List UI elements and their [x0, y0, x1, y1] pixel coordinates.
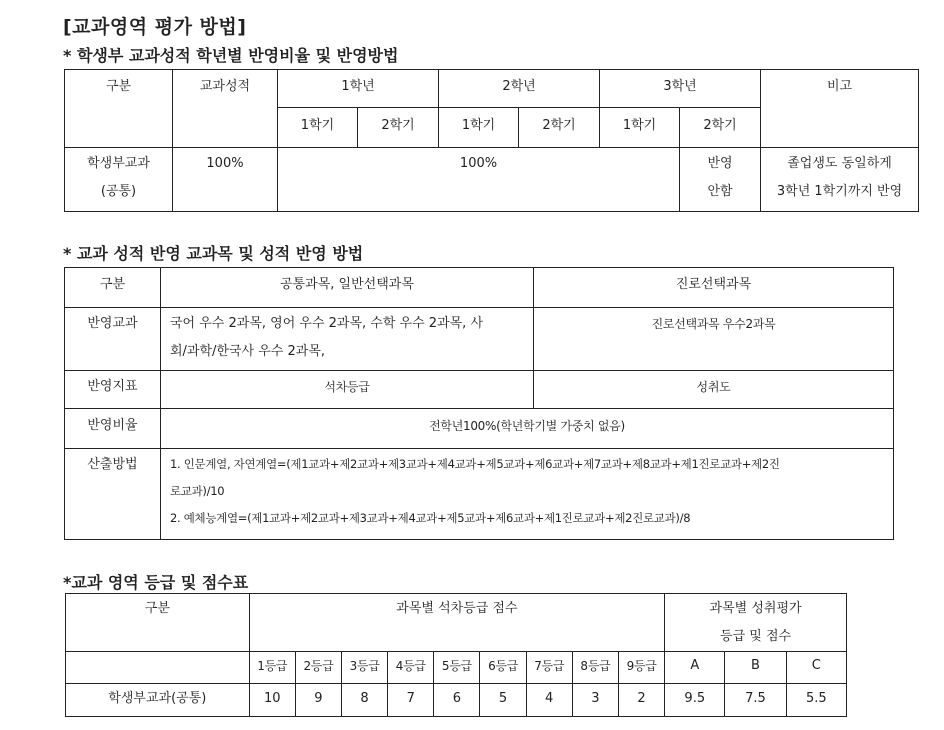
section3-title: *교과 영역 등급 및 점수표 — [63, 573, 249, 592]
subjects-common-line: 국어 우수 2과목, 영어 우수 2과목, 수학 우수 2과목, 사 — [170, 316, 484, 331]
subjects-common-line: 회/과학/한국사 우수 2과목, — [170, 344, 326, 359]
header-gubun: 구분 — [66, 594, 250, 652]
indicator-career: 성취도 — [534, 371, 894, 409]
header-rank: 과목별 석차등급 점수 — [249, 594, 664, 652]
grade-header: 4등급 — [388, 652, 434, 684]
row-excluded-line: 반영 — [707, 156, 733, 171]
grade-header: 8등급 — [572, 652, 618, 684]
achieve-score: 9.5 — [665, 684, 725, 717]
grade-score: 8 — [341, 684, 387, 717]
achieve-header: B — [725, 652, 786, 684]
calc-label: 산출방법 — [65, 449, 161, 540]
grade-header: 2등급 — [295, 652, 341, 684]
row-label-line: 학생부교과 — [87, 156, 150, 171]
calc-line: 1. 인문계열, 자연계열=(제1교과+제2교과+제3교과+제4교과+제5교과+제6교과+제7교과+제8교과+제1진로교과+제2진 — [170, 457, 780, 471]
header-grade2: 2학년 — [439, 70, 600, 108]
header-semester: 2학기 — [519, 108, 600, 148]
ratio-value: 전학년100%(학년학기별 가중치 없음) — [161, 409, 894, 449]
grade-header: 1등급 — [249, 652, 295, 684]
subject-method-table — [64, 267, 894, 540]
subjects-label: 반영교과 — [65, 308, 161, 371]
grade-score-table — [65, 593, 847, 717]
subjects-common — [161, 308, 534, 371]
header-gubun: 구분 — [65, 70, 173, 148]
calc-line: 2. 예체능계열=(제1교과+제2교과+제3교과+제4교과+제5교과+제6교과+제1진로교과+제2진로교과)/8 — [170, 511, 691, 525]
section1-title: * 학생부 교과성적 학년별 반영비율 및 반영방법 — [63, 46, 399, 65]
row-label: 학생부교과(공통) — [66, 684, 250, 717]
row-ratio: 100% — [278, 148, 680, 212]
row-note-line: 3학년 1학기까지 반영 — [776, 184, 903, 199]
grade-score: 5 — [480, 684, 526, 717]
header-semester: 1학기 — [439, 108, 519, 148]
grade-header: 3등급 — [341, 652, 387, 684]
row-score: 100% — [173, 148, 278, 212]
row-label — [65, 148, 173, 212]
row-excluded-line: 안함 — [707, 184, 733, 199]
header-gubun: 구분 — [65, 268, 161, 308]
header-semester: 1학기 — [600, 108, 680, 148]
header-semester: 1학기 — [278, 108, 358, 148]
grade-header: 6등급 — [480, 652, 526, 684]
calc-method — [161, 449, 894, 540]
achieve-score: 5.5 — [786, 684, 846, 717]
achieve-header: C — [786, 652, 846, 684]
row-note — [761, 148, 919, 212]
row-note-line: 졸업생도 동일하게 — [787, 156, 892, 171]
subjects-career: 진로선택과목 우수2과목 — [534, 308, 894, 371]
indicator-label: 반영지표 — [65, 371, 161, 409]
row-label-line: (공통) — [100, 184, 137, 199]
grade-score: 7 — [388, 684, 434, 717]
header-career: 진로선택과목 — [534, 268, 894, 308]
header-empty — [66, 652, 250, 684]
row-excluded — [680, 148, 761, 212]
grade-header: 9등급 — [618, 652, 664, 684]
grade-score: 4 — [526, 684, 572, 717]
grade-score: 6 — [434, 684, 480, 717]
calc-line: 로교과)/10 — [170, 484, 225, 498]
header-grade3: 3학년 — [600, 70, 761, 108]
header-note: 비고 — [761, 70, 919, 148]
header-semester: 2학기 — [358, 108, 439, 148]
achieve-header: A — [665, 652, 725, 684]
grade-score: 2 — [618, 684, 664, 717]
page-title: [교과영역 평가 방법] — [63, 16, 247, 38]
grade-header: 5등급 — [434, 652, 480, 684]
grade-score: 3 — [572, 684, 618, 717]
header-achieve-line: 과목별 성취평가 — [709, 601, 802, 616]
header-grade1: 1학년 — [278, 70, 439, 108]
header-achieve — [665, 594, 847, 652]
grade-score: 10 — [249, 684, 295, 717]
grade-ratio-table — [64, 69, 919, 212]
achieve-score: 7.5 — [725, 684, 786, 717]
indicator-common: 석차등급 — [161, 371, 534, 409]
header-semester: 2학기 — [680, 108, 761, 148]
header-common: 공통과목, 일반선택과목 — [161, 268, 534, 308]
header-achieve-line: 등급 및 점수 — [720, 629, 792, 644]
ratio-label: 반영비율 — [65, 409, 161, 449]
header-score: 교과성적 — [173, 70, 278, 148]
section2-title: * 교과 성적 반영 교과목 및 성적 반영 방법 — [63, 244, 364, 263]
grade-header: 7등급 — [526, 652, 572, 684]
grade-score: 9 — [295, 684, 341, 717]
